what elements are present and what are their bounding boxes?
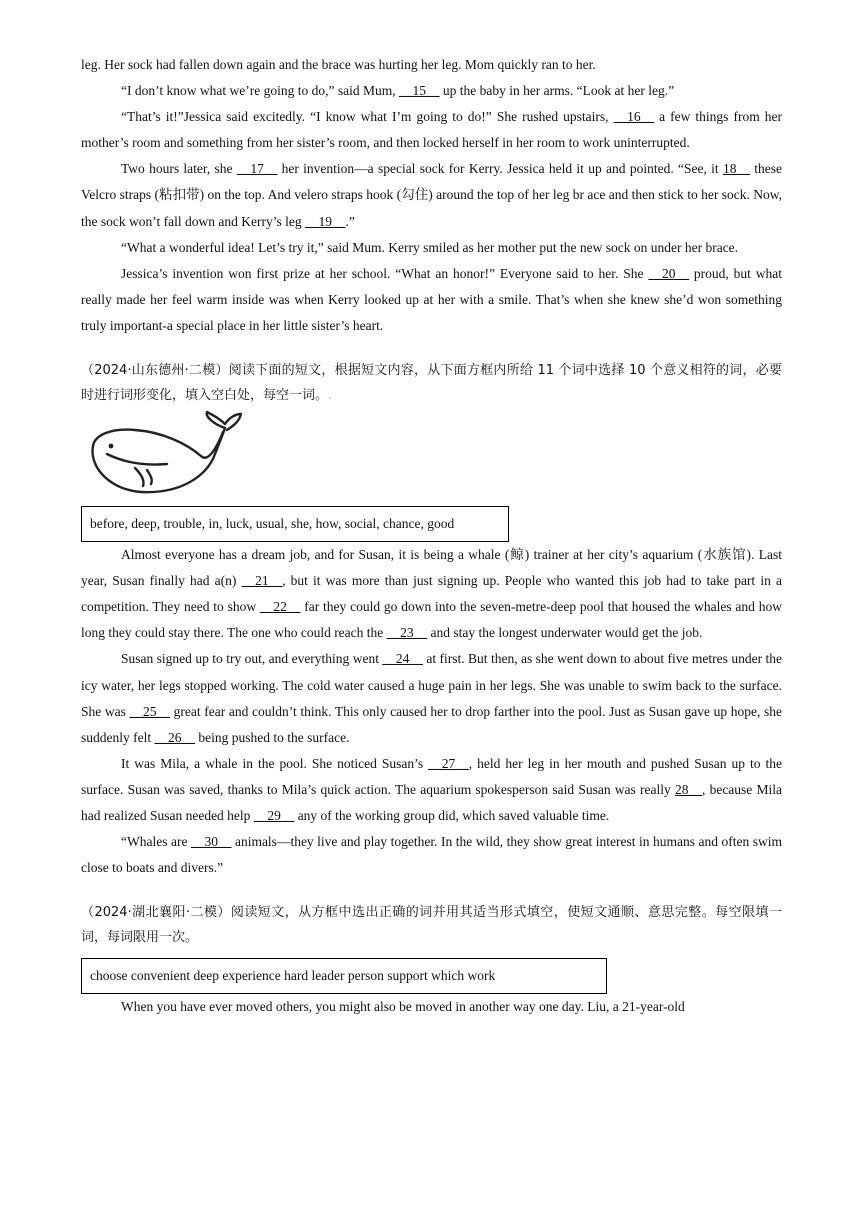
blank-15[interactable]: __15__ — [398, 83, 440, 99]
blank-28[interactable]: 28__ — [674, 781, 702, 797]
question-instruction: （2024·湖北襄阳·二模）阅读短文，从方框中选出正确的词并用其适当形式填空，使短文通顺、意思完整。每空限填一词，每词限用一次。 — [81, 905, 782, 946]
paragraph: It was Mila, a whale in the pool. She noticed Susan’s __27__, held her leg in her mouth and pushed Susan up to the surface. Susan was saved, thanks to Mila’s quick action. The aquarium spokesperson said Susan was really 28__, because Mila had realized Susan needed help __29__ any of the working group did, which saved valuable time. — [81, 755, 783, 823]
paragraph: Almost everyone has a dream job, and for Susan, it is being a whale (鲸) trainer at her city’s aquarium (水族馆). Last year, Susan finally had a(n) __21__, but it was more than just signing up. People who wanted this job had to take part in a competition. They need to show __22__ far they could go down into the seven-metre-deep pool that housed the whales and how long they could stay there. The one who could reach the __23__ and stay the longest underwater would get the job. — [81, 547, 782, 641]
blank-19[interactable]: __19__ — [304, 213, 346, 229]
blank-18[interactable]: 18__ — [722, 161, 750, 177]
document-page — [81, 52, 782, 1020]
whale-icon — [83, 410, 243, 498]
blank-17[interactable]: __17__ — [236, 161, 278, 177]
word-bank-box: before, deep, trouble, in, luck, usual, she, how, social, chance, good — [81, 506, 509, 542]
blank-21[interactable]: __21__ — [241, 573, 283, 589]
blank-26[interactable]: __26__ — [154, 729, 195, 745]
blank-25[interactable]: __25__ — [129, 703, 170, 719]
paragraph: When you have ever moved others, you might also be moved in another way one day. Liu, a 21-year-old — [121, 999, 685, 1015]
paragraph: Susan signed up to try out, and everything went __24__ at first. But then, as she went down to about five metres under the icy water, her legs stopped working. The cold water caused a huge pain in her legs. She was unable to swim back to the surface. She was __25__ great fear and couldn’t think. This only caused her to drop farther into the pool. Just as Susan gave up hope, she suddenly felt __26__ being pushed to the surface. — [81, 651, 782, 745]
paragraph: Jessica’s invention won first prize at her school. “What an honor!” Everyone said to her. She __20__ proud, but what really made her feel warm inside was when Kerry looked up at her with a smile. That’s when she knew she’d won something truly important-a special place in her little sister’s heart. — [81, 265, 782, 333]
blank-29[interactable]: __29__ — [253, 807, 295, 823]
paragraph: “Whales are __30__ animals—they live and play together. In the wild, they show great interest in humans and often swim close to boats and divers.” — [81, 834, 782, 876]
blank-23[interactable]: __23__ — [386, 625, 428, 641]
paragraph: leg. Her sock had fallen down again and the brace was hurting her leg. Mom quickly ran to her. — [81, 57, 596, 72]
blank-24[interactable]: __24__ — [382, 651, 423, 667]
paragraph: “What a wonderful idea! Let’s try it,” said Mum. Kerry smiled as her mother put the new sock on under her brace. — [121, 239, 739, 255]
blank-22[interactable]: __22__ — [259, 599, 301, 615]
paragraph: “That’s it!”Jessica said excitedly. “I know what I’m going to do!” She rushed upstairs, __16__ a few things from her mother’s room and something from her sister’s room, and then locked herself in her room to work uninterrupted. — [81, 109, 782, 151]
paragraph: Two hours later, she __17__ her invention—a special sock for Kerry. Jessica held it up and pointed. “See, it 18__ these Velcro straps (粘扣带) on the top. And velero straps hook (勾住) around the top of her leg br ace and then stick to her sock. Now, the sock won’t fall down and Kerry’s leg __19__.” — [81, 161, 782, 229]
word-bank-box: choose convenient deep experience hard leader person support which work — [81, 958, 607, 994]
blank-30[interactable]: __30__ — [190, 834, 232, 850]
paragraph: “I don’t know what we’re going to do,” said Mum, __15__ up the baby in her arms. “Look at her leg.” — [121, 83, 675, 99]
question-instruction: （2024·山东德州·二模）阅读下面的短文，根据短文内容，从下面方框内所给 11 个词中选择 10 个意义相符的词，必要时进行词形变化，填入空白处，每空一词。. — [81, 363, 782, 404]
blank-27[interactable]: __27__ — [428, 755, 469, 771]
blank-20[interactable]: __20__ — [648, 265, 689, 281]
blank-16[interactable]: __16__ — [613, 109, 655, 125]
